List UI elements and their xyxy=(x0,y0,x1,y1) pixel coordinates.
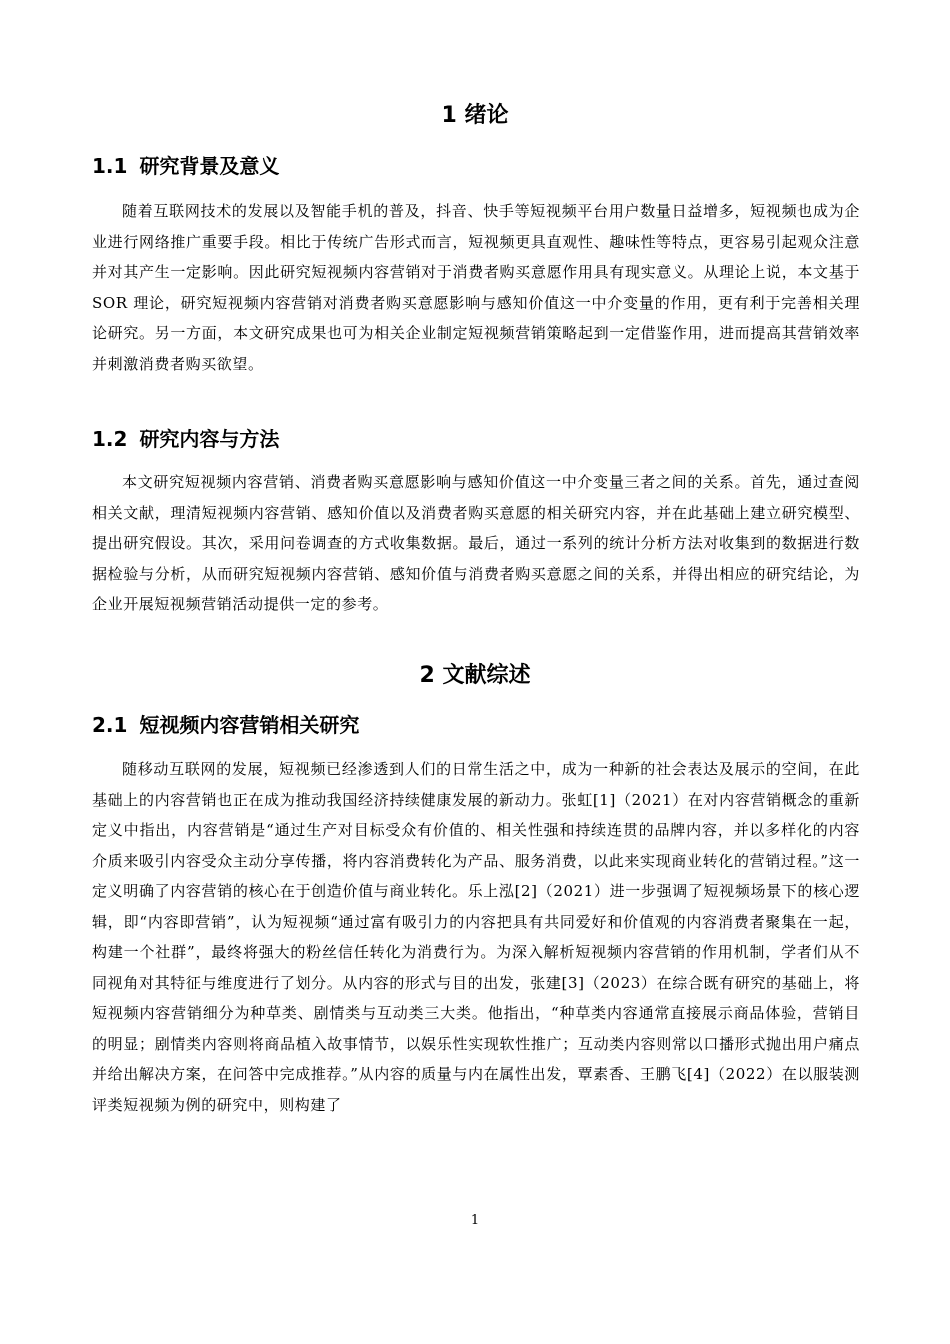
section-number: 2.1 xyxy=(92,713,128,737)
section-heading xyxy=(92,711,872,739)
section-number: 1.1 xyxy=(92,154,128,178)
chapter-title: 1 绪论 xyxy=(441,103,509,128)
chapter-title: 2 文献综述 xyxy=(419,663,531,688)
section-heading xyxy=(92,152,872,180)
section-number: 1.2 xyxy=(92,427,128,451)
section-title: 短视频内容营销相关研究 xyxy=(139,713,360,737)
body-paragraph: 随着互联网技术的发展以及智能手机的普及，抖音、快手等短视频平台用户数量日益增多，短视频也成为企业进行网络推广重要手段。相比于传统广告形式而言，短视频更具直观性、趣味性等特点，更容易引起观众注意并对其产生一定影响。因此研究短视频内容营销对于消费者购买意愿作用具有现实意义。从理论上说，本文基于 SOR 理论，研究短视频内容营销对消费者购买意愿影响与感知价值这一中介变量的作用，更有利于完善相关理论研究。另一方面，本文研究成果也可为相关企业制定短视频营销策略起到一定借鉴作用，进而提高其营销效率并刺激消费者购买欲望。 xyxy=(92,202,860,373)
section-heading xyxy=(92,425,872,453)
section-title: 研究内容与方法 xyxy=(139,427,280,451)
section-title: 研究背景及意义 xyxy=(139,154,280,178)
body-paragraph: 随移动互联网的发展，短视频已经渗透到人们的日常生活之中，成为一种新的社会表达及展示的空间，在此基础上的内容营销也正在成为推动我国经济持续健康发展的新动力。张虹[1]（2021）在对内容营销概念的重新定义中指出，内容营销是“通过生产对目标受众有价值的、相关性强和持续连贯的品牌内容，并以多样化的内容介质来吸引内容受众主动分享传播，将内容消费转化为产品、服务消费，以此来实现商业转化的营销过程。”这一定义明确了内容营销的核心在于创造价值与商业转化。乐上泓[2]（2021）进一步强调了短视频场景下的核心逻辑，即“内容即营销”，认为短视频“通过富有吸引力的内容把具有共同爱好和价值观的内容消费者聚集在一起，构建一个社群”，最终将强大的粉丝信任转化为消费行为。为深入解析短视频内容营销的作用机制，学者们从不同视角对其特征与维度进行了划分。从内容的形式与目的出发，张建[3]（2023）在综合既有研究的基础上，将短视频内容营销细分为种草类、剧情类与互动类三大类。他指出，“种草类内容通常直接展示商品体验，营销目的明显；剧情类内容则将商品植入故事情节，以娱乐性实现软性推广；互动类内容则常以口播形式抛出用户痛点并给出解决方案，在问答中完成推荐。”从内容的质量与内在属性出发，覃素香、王鹏飞[4]（2022）在以服装测评类短视频为例的研究中，则构建了 xyxy=(92,760,860,1114)
body-paragraph: 本文研究短视频内容营销、消费者购买意愿影响与感知价值这一中介变量三者之间的关系。首先，通过查阅相关文献，理清短视频内容营销、感知价值以及消费者购买意愿的相关研究内容，并在此基础上建立研究模型、提出研究假设。其次，采用问卷调查的方式收集数据。最后，通过一系列的统计分析方法对收集到的数据进行数据检验与分析，从而研究短视频内容营销、感知价值与消费者购买意愿之间的关系，并得出相应的研究结论，为企业开展短视频营销活动提供一定的参考。 xyxy=(92,473,860,613)
page-number: 1 xyxy=(470,1213,480,1228)
